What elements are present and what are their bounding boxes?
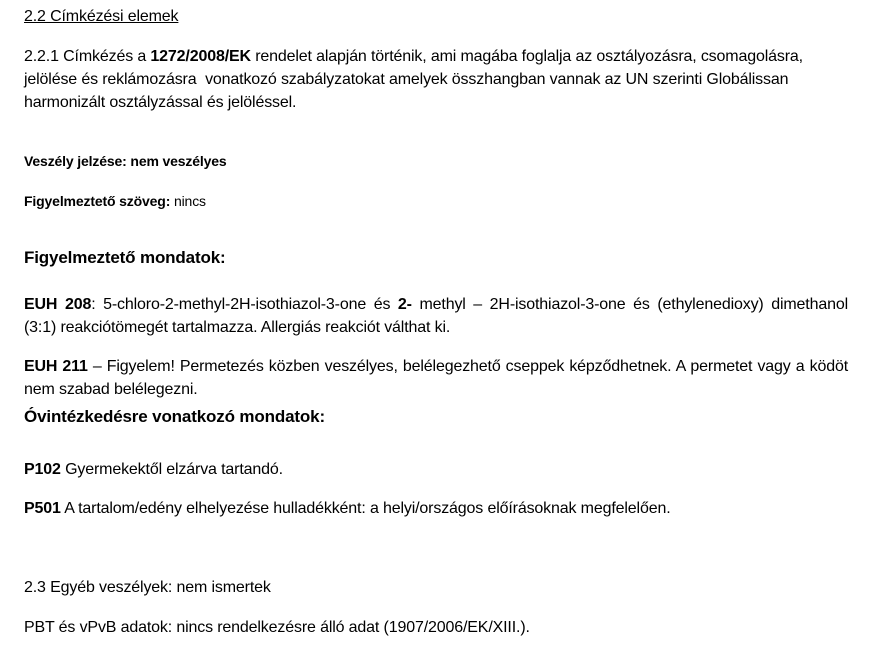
warning-statements-heading-text: Figyelmeztető mondatok: [24, 248, 226, 267]
p501-code: P501 [24, 500, 61, 517]
warning-text-value: nincs [170, 193, 206, 209]
euh-208-run-1: : 5-chloro-2-methyl-2H-isothiazol-3-one és [91, 296, 398, 313]
p102-code: P102 [24, 461, 61, 478]
hazard-indication-line [24, 153, 848, 170]
paragraph-euh-208 [24, 293, 848, 339]
euh-208-run-3: methyl – 2H-isothiazol-3-one és (ethylenedioxy) dimethanol (3:1) reakciótömegét tartalmazza. Allergiás reakciót válthat ki. [24, 296, 848, 336]
pbt-vpvb-text: PBT és vPvB adatok: nincs rendelkezésre álló adat (1907/2006/EK/XIII.). [24, 619, 530, 636]
paragraph-p102 [24, 458, 848, 481]
euh-208-run-2: 2- [397, 296, 412, 313]
section-23-text: 2.3 Egyéb veszélyek: nem ismertek [24, 579, 271, 596]
paragraph-labelling-regulation [24, 45, 848, 114]
warning-text-line [24, 193, 848, 210]
p102-text: Gyermekektől elzárva tartandó. [60, 461, 283, 478]
precautionary-statements-heading-text: Óvintézkedésre vonatkozó mondatok: [24, 407, 325, 426]
paragraph-p501 [24, 497, 848, 520]
euh-211-code: EUH 211 [24, 358, 88, 375]
warning-statements-heading [24, 248, 848, 268]
hazard-indication-text: Veszély jelzése: nem veszélyes [24, 153, 227, 169]
section-23-other-hazards-line [24, 576, 848, 599]
pbt-vpvb-line [24, 616, 848, 639]
warning-text-label: Figyelmeztető szöveg: [24, 193, 171, 209]
section-22-heading-text: 2.2 Címkézési elemek [24, 8, 179, 25]
euh-211-run-1: – Figyelem! Permetezés közben veszélyes, belélegezhető cseppek képződhetnek. A permetet vagy a ködöt nem szabad belélegezni. [24, 358, 848, 398]
regulation-number-1272-2008: 1272/2008/EK [150, 48, 251, 65]
section-22-heading [24, 5, 848, 28]
paragraph-euh-211 [24, 355, 848, 401]
euh-208-code: EUH 208 [24, 296, 92, 313]
para-221-run-1: 2.2.1 Címkézés a [24, 48, 151, 65]
precautionary-statements-heading [24, 407, 848, 427]
para-221-run-3: rendelet alapján történik, ami magába foglalja az osztályozásra, csomagolásra, jelölése és reklámozásra vonatkozó szabályzatokat amelyek összhangban vannak az UN szerinti Globálissan harmonizált osztályzással és jelöléssel. [24, 48, 808, 111]
p501-text: A tartalom/edény elhelyezése hulladékként: a helyi/országos előírásoknak megfelelően. [60, 500, 671, 517]
